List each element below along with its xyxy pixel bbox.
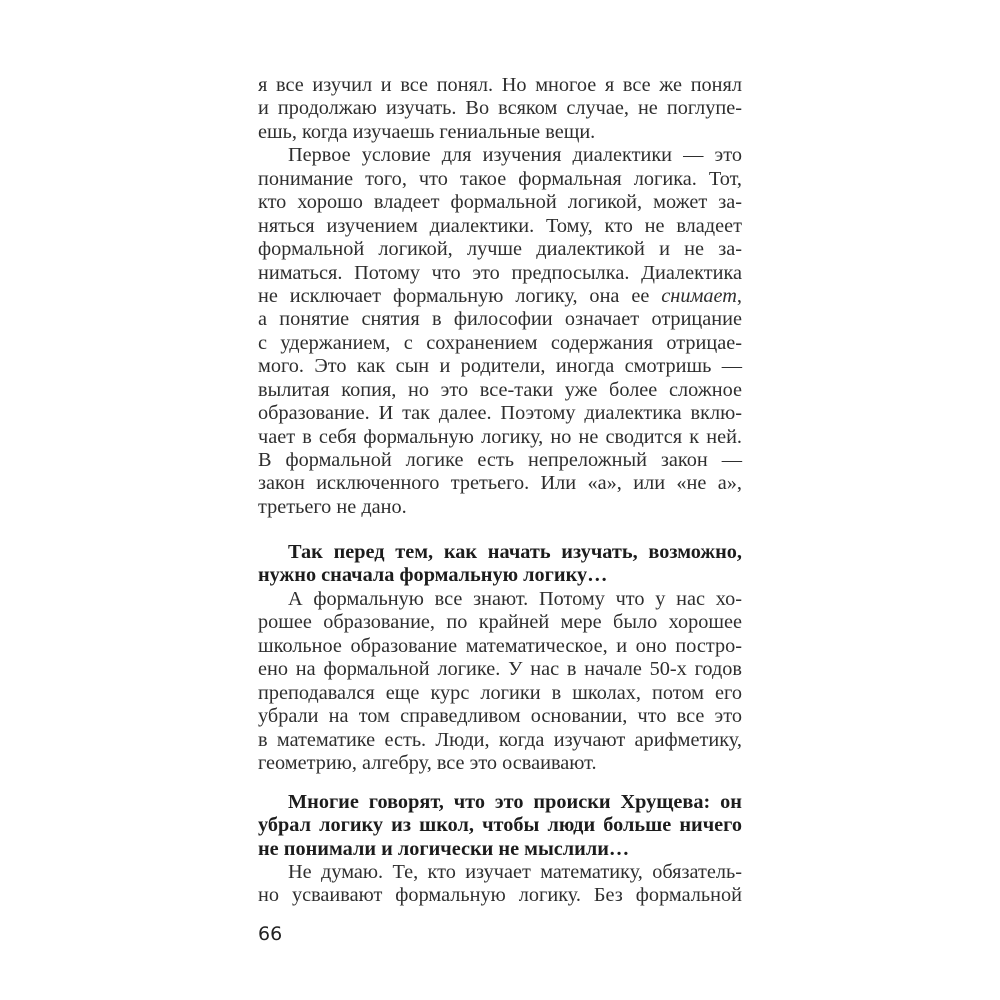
text-line bbox=[258, 238, 742, 261]
text-line bbox=[258, 861, 742, 884]
text-run: формальной логикой, лучше диалектикой и не за- bbox=[258, 238, 742, 261]
text-run: я все изучил и все понял. Но многое я все же понял bbox=[258, 74, 742, 96]
text-run: вылитая копия, но это все-таки уже более сложное bbox=[258, 378, 742, 401]
paragraph-block-intro bbox=[258, 74, 742, 519]
text-line bbox=[258, 472, 742, 495]
text-line bbox=[258, 97, 742, 120]
text-run: понимание того, что такое формальная логика. Тот, bbox=[258, 167, 742, 190]
text-run: геометрию, алгебру, все это осваивают. bbox=[258, 752, 597, 775]
text-line bbox=[258, 705, 742, 728]
text-line bbox=[258, 355, 742, 378]
text-line bbox=[258, 884, 742, 907]
text-line bbox=[258, 262, 742, 285]
text-run: кто хорошо владеет формальной логикой, может за- bbox=[258, 191, 742, 214]
text-line bbox=[258, 308, 742, 331]
text-run: третьего не дано. bbox=[258, 495, 407, 518]
text-run: но усваивают формальную логику. Без формальной bbox=[258, 884, 742, 907]
text-line bbox=[258, 729, 742, 752]
text-line bbox=[258, 752, 742, 775]
text-run: убрали на том справедливом основании, что все это bbox=[258, 705, 742, 728]
text-run: нужно сначала формальную логику… bbox=[258, 564, 608, 587]
page-number: 66 bbox=[258, 923, 283, 945]
text-line bbox=[258, 426, 742, 449]
text-run: , bbox=[736, 284, 742, 307]
text-line bbox=[258, 74, 742, 97]
text-run: А формальную все знают. Потому что у нас хо- bbox=[288, 588, 742, 610]
text-run: с удержанием, с сохранением содержания отрицае- bbox=[258, 331, 742, 354]
text-run: ниматься. Потому что это предпосылка. Диалектика bbox=[258, 261, 742, 284]
text-run: образование. И так далее. Поэтому диалектика вклю- bbox=[258, 402, 742, 425]
text-line bbox=[258, 449, 742, 472]
text-line bbox=[258, 121, 742, 144]
text-run: в математике есть. Люди, когда изучают арифметику, bbox=[258, 728, 742, 751]
text-line bbox=[258, 611, 742, 634]
text-run: Многие говорят, что это происки Хрущева: он bbox=[288, 791, 742, 813]
text-line bbox=[258, 215, 742, 238]
text-run: не понимали и логически не мыслили… bbox=[258, 837, 630, 860]
text-line bbox=[258, 379, 742, 402]
text-run: Не думаю. Те, кто изучает математику, обязатель- bbox=[288, 861, 742, 883]
text-line bbox=[258, 541, 742, 564]
text-line bbox=[258, 635, 742, 658]
text-run: не исключает формальную логику, она ее bbox=[258, 284, 662, 307]
text-line bbox=[258, 332, 742, 355]
text-run: убрал логику из школ, чтобы люди больше ничего bbox=[258, 814, 742, 837]
text-line bbox=[258, 564, 742, 587]
text-line bbox=[258, 402, 742, 425]
text-run: В формальной логике есть непреложный закон — bbox=[258, 449, 742, 471]
text-line bbox=[258, 588, 742, 611]
text-run: закон исключенного третьего. Или «а», или «не а», bbox=[258, 472, 742, 495]
text-run: Так перед тем, как начать изучать, возможно, bbox=[288, 541, 742, 563]
text-run: а понятие снятия в философии означает отрицание bbox=[258, 308, 742, 331]
text-line bbox=[258, 838, 742, 861]
text-run: няться изучением диалектики. Тому, кто не владеет bbox=[258, 214, 742, 237]
text-run: преподавался еще курс логики в школах, потом его bbox=[258, 681, 742, 704]
text-line bbox=[258, 496, 742, 519]
italic-emphasis: снимает bbox=[661, 284, 737, 307]
text-run: Первое условие для изучения диалектики — это bbox=[288, 144, 742, 167]
text-run: рошее образование, по крайней мере было хорошее bbox=[258, 611, 742, 634]
text-line bbox=[258, 682, 742, 705]
question-heading-2 bbox=[258, 791, 742, 861]
text-line bbox=[258, 791, 742, 814]
text-line bbox=[258, 144, 742, 167]
answer-paragraph-1 bbox=[258, 588, 742, 776]
text-line bbox=[258, 285, 742, 308]
text-run: ешь, когда изучаешь гениальные вещи. bbox=[258, 120, 596, 143]
text-line bbox=[258, 168, 742, 191]
text-line bbox=[258, 191, 742, 214]
text-line bbox=[258, 658, 742, 681]
text-run: школьное образование математическое, и оно постро- bbox=[258, 634, 742, 657]
question-heading-1 bbox=[258, 541, 742, 588]
text-line bbox=[258, 814, 742, 837]
text-run: мого. Это как сын и родители, иногда смотришь — bbox=[258, 355, 742, 378]
text-run: ено на формальной логике. У нас в начале 50-х годов bbox=[258, 658, 742, 681]
text-run: и продолжаю изучать. Во всяком случае, не поглупе- bbox=[258, 97, 742, 120]
text-run: чает в себя формальную логику, но не сводится к ней. bbox=[258, 425, 742, 448]
answer-paragraph-2 bbox=[258, 861, 742, 908]
